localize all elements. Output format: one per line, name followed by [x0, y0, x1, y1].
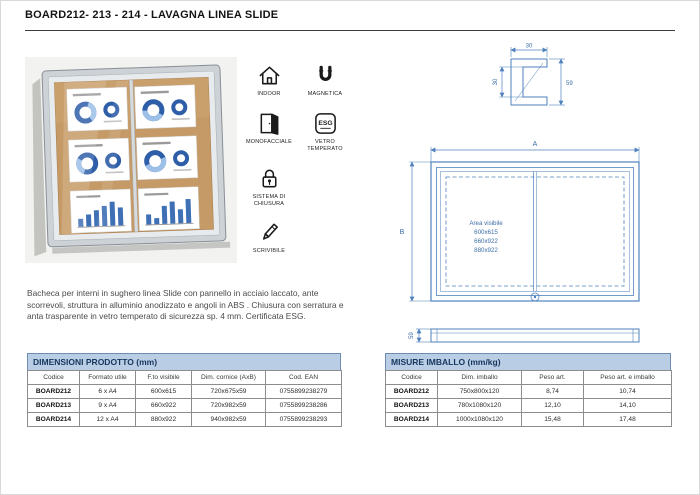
packing-dimensions-table [385, 353, 671, 427]
product-photo [25, 57, 237, 268]
house-icon [257, 63, 282, 88]
feature-sistema-di-chiusura [244, 166, 294, 208]
product-description: Bacheca per interni in sughero linea Slide con pannello in acciaio laccato, ante scorrevoli, struttura in alluminio anodizzato e angoli in ABS . Chiusura con serratura e anta trasparente in vetro temperato di sicurezza sp. 4 mm. Certificata ESG. [27, 288, 344, 322]
svg-text:59: 59 [409, 332, 415, 339]
table-cell: 720x675x59 [192, 385, 266, 399]
svg-text:600x615: 600x615 [474, 229, 498, 236]
svg-text:59: 59 [566, 81, 573, 87]
table-cell: 880x922 [136, 413, 192, 427]
table-cell: 12,10 [522, 399, 584, 413]
column-header: Codice [386, 371, 438, 385]
page-title: BOARD212- 213 - 214 - LAVAGNA LINEA SLIDE [25, 9, 279, 21]
feature-vetro-temperato [300, 111, 350, 153]
table-cell: BOARD213 [386, 399, 438, 413]
table-cell: BOARD214 [28, 413, 80, 427]
svg-text:ESG: ESG [317, 119, 333, 127]
table-cell: 1000x1080x120 [438, 413, 522, 427]
feature-label: MONOFACCIALE [245, 138, 293, 145]
door-icon [257, 111, 282, 136]
svg-text:660x922: 660x922 [474, 238, 498, 245]
table-title: MISURE IMBALLO (mm/kg) [385, 353, 671, 370]
esg-badge-icon [313, 111, 338, 136]
table-title: DIMENSIONI PRODOTTO (mm) [27, 353, 341, 370]
svg-text:A: A [532, 141, 538, 148]
table-cell: 6 x A4 [80, 385, 136, 399]
column-header: Dim. imballo [438, 371, 522, 385]
table-cell: BOARD214 [386, 413, 438, 427]
feature-scrivibile [244, 220, 294, 255]
table-cell: 15,48 [522, 413, 584, 427]
feature-label: VETRO TEMPERATO [307, 138, 343, 152]
table-row [28, 385, 342, 399]
svg-text:30: 30 [493, 78, 499, 86]
svg-text:880x922: 880x922 [474, 247, 498, 254]
feature-magnetica [300, 63, 350, 98]
table-cell: 750x800x120 [438, 385, 522, 399]
feature-label: MAGNETICA [307, 91, 343, 97]
pencil-icon [257, 220, 282, 245]
table-cell: 17,48 [584, 413, 672, 427]
column-header: Dim. cornice (AxB) [192, 371, 266, 385]
table-row [386, 385, 672, 399]
column-header: F.to visibile [136, 371, 192, 385]
svg-text:30: 30 [525, 43, 533, 50]
notice-board-image [25, 57, 237, 263]
table-header-row [28, 371, 342, 385]
table-cell: 0755899238293 [266, 413, 342, 427]
svg-text:B: B [399, 229, 405, 236]
magnet-icon [313, 63, 338, 88]
table-header-row [386, 371, 672, 385]
table-cell: 0755899238279 [266, 385, 342, 399]
feature-indoor [244, 63, 294, 98]
table-cell: 8,74 [522, 385, 584, 399]
table-cell: 780x1080x120 [438, 399, 522, 413]
header-divider [25, 30, 675, 31]
table-cell: BOARD212 [386, 385, 438, 399]
table-cell: 660x922 [136, 399, 192, 413]
table-cell: BOARD213 [28, 399, 80, 413]
table-row [386, 399, 672, 413]
column-header: Formato utile [80, 371, 136, 385]
table-cell: 14,10 [584, 399, 672, 413]
table-cell: 720x982x59 [192, 399, 266, 413]
column-header: Codice [28, 371, 80, 385]
dimension-drawing [389, 41, 689, 349]
lock-icon [257, 166, 282, 191]
feature-icons [244, 63, 350, 255]
column-header: Cod. EAN [266, 371, 342, 385]
svg-text:Area visibile: Area visibile [469, 220, 503, 227]
feature-monofacciale [244, 111, 294, 153]
technical-drawing [389, 41, 689, 354]
feature-label: SCRIVIBILE [252, 248, 286, 255]
feature-label: INDOOR [257, 91, 281, 97]
table-cell: 940x982x59 [192, 413, 266, 427]
table-cell: 9 x A4 [80, 399, 136, 413]
table-row [28, 413, 342, 427]
table-cell: 0755899238286 [266, 399, 342, 413]
table-cell: 600x615 [136, 385, 192, 399]
table-row [386, 413, 672, 427]
table-cell: 12 x A4 [80, 413, 136, 427]
table-cell: BOARD212 [28, 385, 80, 399]
table-row [28, 399, 342, 413]
table-cell: 10,74 [584, 385, 672, 399]
column-header: Peso art. [522, 371, 584, 385]
column-header: Peso art. e imballo [584, 371, 672, 385]
product-dimensions-table [27, 353, 341, 427]
feature-label: SISTEMA DI CHIUSURA [252, 193, 286, 207]
